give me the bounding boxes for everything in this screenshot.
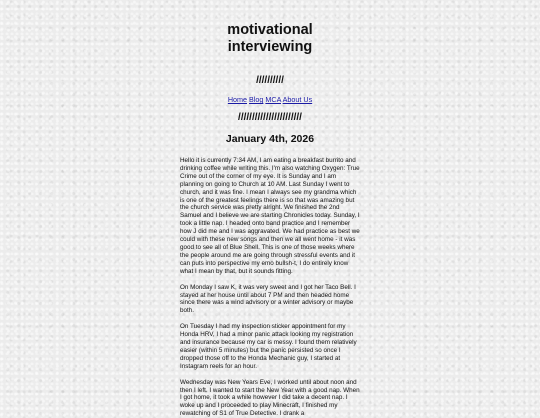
decorative-divider-short: //////////	[256, 75, 284, 86]
post-paragraph: On Monday I saw K, it was very sweet and I got her Taco Bell. I stayed at her house until about 7 PM and then headed home since there was a wind advisory or a winter advisory or maybe both.	[180, 283, 356, 315]
main-column	[180, 0, 360, 418]
site-title-line2: interviewing	[227, 39, 313, 55]
nav-link-home[interactable]: Home	[227, 95, 248, 104]
post-body	[180, 157, 360, 418]
post-paragraph: Hello it is currently 7:34 AM, I am eating a breakfast burrito and drinking coffee while writing this. I'm also watching Oxygen: True Crime out of the corner of my eye. It is Sunday and I am planning on going to Church at 10 AM. Last Sunday I went to church, and it was fine. I mean I always see my grandma which is one of the greatest feelings there is so that was amazing but the church service was pretty alright. We finished the 2nd Samuel and I believe we are starting Chronicles today. Sunday, I took a little nap. I headed onto band practice and I remember how J did me and I was aggravated. We had practice as best we could with these new songs and then we all went home - it was good to see all of Blue Shell. This is one of those weeks where the people around me are going through stressful events and it can puts into perspective my emo bullsh-t, I do entirely know what I mean by that, but it sounds fitting.	[180, 157, 360, 275]
post-paragraph: Wednesday was New Years Eve, I worked until about noon and then I left. I wanted to start the New Year with a good nap. When I got home, it took a while however I did take a decent nap. I woke up and I proceeded to play Minecraft, I finished my rewatching of S1 of True Detective. I drank a	[180, 378, 360, 418]
post-date: January 4th, 2026	[225, 133, 315, 145]
post-paragraph: On Tuesday I had my inspection sticker appointment for my Honda HRV, I had a minor panic attack looking my registration and insurance because my car is messy. I found them relatively easier (within 5 minutes) but the panic persisted so once I dropped those off to the Honda Mechanic guy, I started at Instagram reels for an hour.	[180, 323, 357, 370]
site-nav	[180, 95, 360, 104]
nav-link-blog[interactable]: Blog	[249, 95, 264, 104]
nav-link-about-us[interactable]: About Us	[282, 95, 313, 104]
nav-link-mca[interactable]: MCA	[265, 95, 281, 104]
site-title	[180, 22, 360, 56]
site-title-line1: motivational	[227, 22, 313, 38]
decorative-divider-long: ///////////////////////	[238, 112, 302, 123]
